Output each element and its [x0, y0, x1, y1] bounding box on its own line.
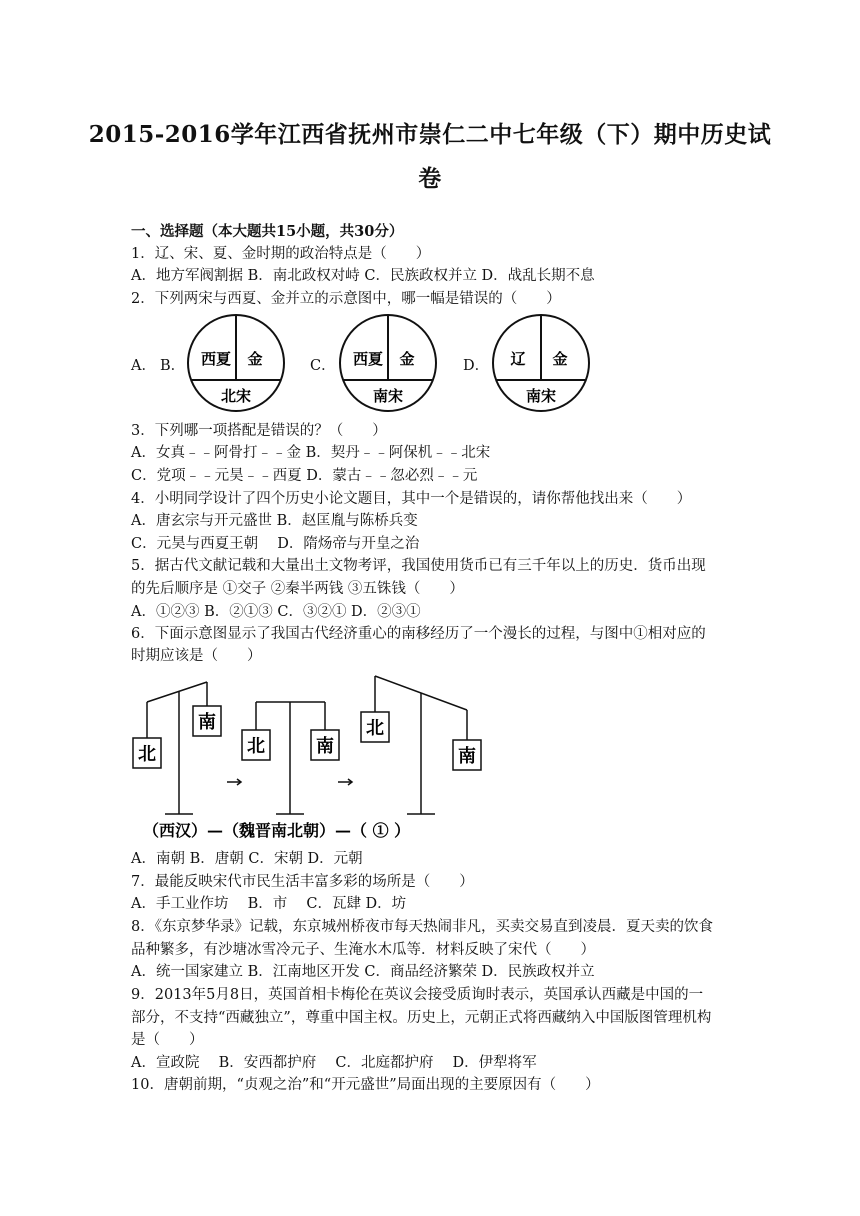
- circle-c-bottom-label: 南宋: [372, 387, 404, 405]
- question-1-stem: 1．辽、宋、夏、金时期的政治特点是（ ）: [131, 246, 431, 262]
- circle-diagram-d: [490, 312, 592, 414]
- circle-d-right-label: 金: [552, 350, 568, 368]
- economic-center-balance-diagram: [131, 672, 491, 844]
- circle-diagram-b: [185, 312, 287, 414]
- question-3-options-2: C．党项﹣﹣元昊﹣﹣西夏 D．蒙古﹣﹣忽必烈﹣﹣元: [131, 468, 478, 484]
- question-8-stem-2: 品种繁多，有沙塘冰雪冷元子、生淹水木瓜等．材料反映了宋代（ ）: [131, 942, 595, 958]
- circle-b-right-label: 金: [247, 350, 263, 368]
- option-a-label: A．: [131, 358, 156, 374]
- page-title-continued: 卷: [418, 165, 442, 192]
- circle-d-bottom-label: 南宋: [525, 387, 557, 405]
- question-6-stem-1: 6．下面示意图显示了我国古代经济重心的南移经历了一个漫长的过程，与图中①相对应的: [131, 626, 706, 642]
- question-9-stem-1: 9．2013年5月8日，英国首相卡梅伦在英议会接受质询时表示，英国承认西藏是中国的一: [131, 987, 704, 1003]
- scale-3-south-label: 南: [458, 746, 476, 767]
- option-c-label: C．: [310, 358, 336, 374]
- circle-b-bottom-label: 北宋: [220, 387, 252, 405]
- question-10-stem: 10．唐朝前期，“贞观之治”和“开元盛世”局面出现的主要原因有（ ）: [131, 1077, 600, 1093]
- question-5-stem-1: 5．据古代文献记载和大量出土文物考评，我国使用货币已有三千年以上的历史．货币出现: [131, 558, 706, 574]
- circle-c-right-label: 金: [399, 350, 415, 368]
- section-heading: 一、选择题（本大题共15小题，共30分）: [131, 223, 404, 240]
- circle-d-left-label: 辽: [510, 350, 526, 368]
- question-7-stem: 7．最能反映宋代市民生活丰富多彩的场所是（ ）: [131, 874, 474, 890]
- question-3-options-1: A．女真﹣﹣阿骨打﹣﹣金 B．契丹﹣﹣阿保机﹣﹣北宋: [131, 445, 491, 461]
- scale-2-south-label: 南: [316, 736, 334, 757]
- scale-1-north-label: 北: [138, 744, 156, 765]
- question-6-stem-2: 时期应该是（ ）: [131, 648, 262, 664]
- question-5-options: A．①②③ B．②①③ C．③②① D．②③①: [131, 604, 421, 620]
- question-5-stem-2: 的先后顺序是 ①交子 ②秦半两钱 ③五铢钱（ ）: [131, 581, 464, 597]
- question-6-options: A．南朝 B．唐朝 C．宋朝 D．元朝: [131, 851, 363, 867]
- option-d-label: D．: [463, 358, 490, 374]
- question-8-stem-1: 8．《东京梦华录》记载，东京城州桥夜市每天热闹非凡，买卖交易直到凌晨．夏天卖的饮食: [131, 919, 713, 935]
- scale-2-north-label: 北: [247, 736, 265, 757]
- circle-b-left-label: 西夏: [200, 350, 232, 368]
- question-9-options: A．宣政院 B．安西都护府 C．北庭都护府 D．伊犁将军: [131, 1055, 537, 1071]
- balance-diagram-caption: （西汉）—（魏晋南北朝）—（ ① ）: [143, 821, 411, 840]
- circle-diagram-c: [337, 312, 439, 414]
- question-4-options-1: A．唐玄宗与开元盛世 B．赵匡胤与陈桥兵变: [131, 513, 418, 529]
- question-1-options: A．地方军阀割据 B．南北政权对峙 C．民族政权并立 D．战乱长期不息: [131, 268, 595, 284]
- option-b-label: B．: [160, 358, 186, 374]
- question-3-stem: 3．下列哪一项搭配是错误的？（ ）: [131, 423, 387, 439]
- question-9-stem-2: 部分，不支持“西藏独立”，尊重中国主权。历史上，元朝正式将西藏纳入中国版图管理机构: [131, 1010, 712, 1026]
- scale-3-north-label: 北: [366, 718, 384, 739]
- scale-1-south-label: 南: [198, 712, 216, 733]
- circle-c-left-label: 西夏: [352, 350, 384, 368]
- question-8-options: A．统一国家建立 B．江南地区开发 C．商品经济繁荣 D．民族政权并立: [131, 964, 595, 980]
- page-title: 2015-2016学年江西省抚州市崇仁二中七年级（下）期中历史试: [88, 121, 772, 148]
- question-9-stem-3: 是（ ）: [131, 1032, 204, 1048]
- question-7-options: A．手工业作坊 B．市 C．瓦肆 D．坊: [131, 896, 407, 912]
- question-4-options-2: C．元昊与西夏王朝 D．隋炀帝与开皇之治: [131, 536, 420, 552]
- question-2-stem: 2．下列两宋与西夏、金并立的示意图中，哪一幅是错误的（ ）: [131, 291, 561, 307]
- question-4-stem: 4．小明同学设计了四个历史小论文题目，其中一个是错误的，请你帮他找出来（ ）: [131, 491, 692, 507]
